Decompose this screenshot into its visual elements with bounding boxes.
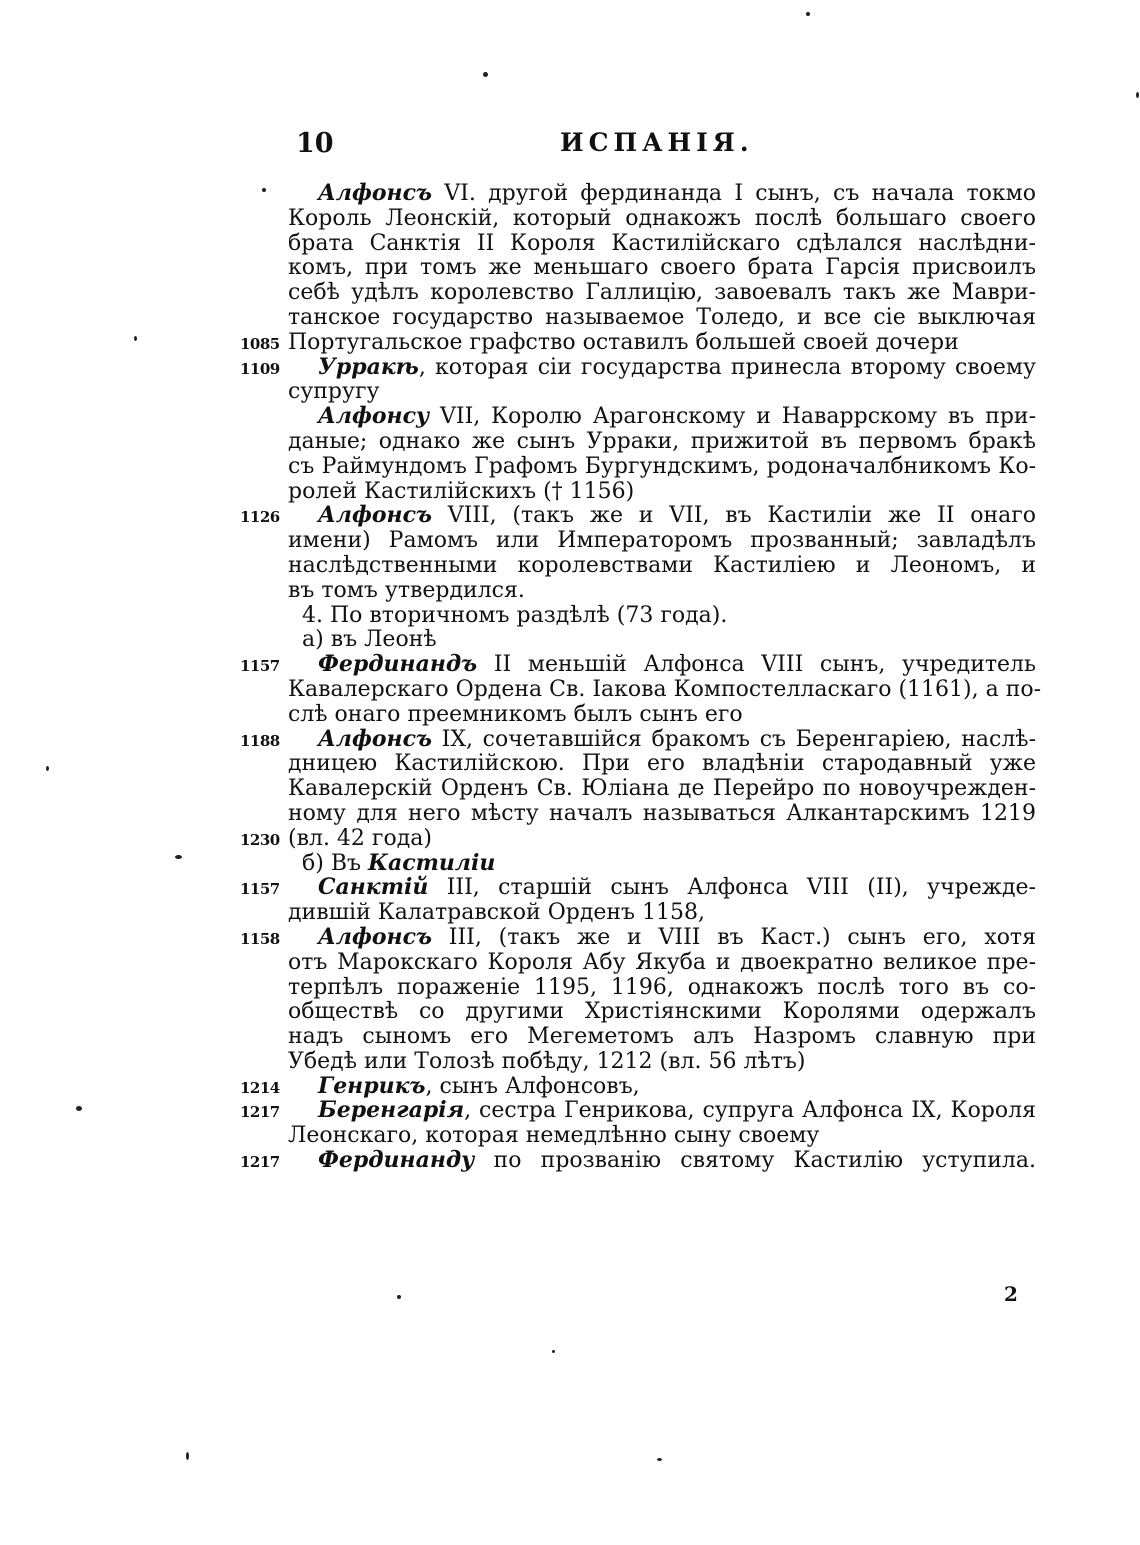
line-body: Леонскаго, которая немедлѣнно сыну своему [288,1123,820,1149]
section-name: Кастиліи [367,849,496,876]
line-body: Король Леонскій, который однакожъ послѣ большаго своего [288,205,1036,231]
line-body: дницею Кастилійскою. При его владѣніи стародавный уже [288,751,1036,777]
text-line [0,404,1140,429]
ruler-name: Генрикъ [318,1072,426,1099]
line-body: III, старшій сынъ Алфонса VIII (II), учрежде- [428,875,1036,901]
text-line [0,355,1140,380]
text-line [0,900,1140,925]
line-body: имени) Рамомъ или Императоромъ прозванный; завладѣлъ [288,528,1036,554]
text-line [0,454,1140,479]
text-line [0,1098,1140,1123]
ruler-name: Беренгарія [318,1097,465,1124]
margin-year: 1157 [240,657,280,676]
line-text [318,1098,1036,1124]
text-line [0,181,1140,206]
ruler-name: Алфонсъ [318,725,432,752]
line-body: II меньшій Алфонса VIII сынъ, учредитель [477,652,1036,678]
text-line [0,379,1140,404]
line-text [302,627,1050,653]
scan-speck [552,1350,555,1353]
scan-speck [397,1295,401,1299]
margin-year: 1188 [240,731,280,750]
scan-speck [134,336,137,341]
scan-speck [1136,92,1139,98]
line-body: а) въ Леонѣ [302,627,437,653]
text-line [0,801,1140,826]
line-body: даные; однако же сынъ Урраки, прижитой въ первомъ бракѣ [288,428,1036,454]
line-text [288,528,1036,554]
line-text [288,429,1036,455]
line-text [288,330,1036,356]
text-line [0,206,1140,231]
text-line [0,1049,1140,1074]
text-line [0,999,1140,1024]
ruler-name: Урракѣ [318,353,419,380]
line-body: супругу [288,379,380,405]
text-line [0,950,1140,975]
chronicle-text [0,181,1140,1173]
line-text [288,676,1042,703]
line-body: VIII, (такъ же и VII, въ Кастиліи же II онаго [431,503,1036,529]
page-header [0,128,1140,168]
scan-speck [657,1458,662,1461]
ruler-name: Алфонсъ [318,923,432,950]
line-body: Кавалерскій Орденъ Св. Юліана де Перейро по новоучрежден- [288,776,1036,802]
line-text [288,826,1036,852]
line-body: ролей Кастилійскихъ († 1156) [288,478,635,504]
scan-speck [76,1106,82,1111]
margin-year: 1217 [240,1153,280,1172]
line-text [288,801,1036,827]
text-line [0,603,1140,628]
text-line [0,305,1140,330]
line-body: отъ Марокскаго Короля Абу Якуба и двоекратно великое пре- [288,949,1036,975]
line-body: съ Раймундомъ Графомъ Бургундскимъ, родоначалбникомъ Ко- [288,453,1036,479]
line-text [288,255,1036,281]
text-line [0,1148,1140,1173]
line-body: 4. По вторичномъ раздѣлѣ (73 года). [302,602,728,628]
line-text [288,379,1036,405]
line-body: Убедѣ или Толозѣ побѣду, 1212 (вл. 56 лѣтъ) [288,1048,806,1074]
line-text [288,999,1036,1025]
signature-mark: 2 [1004,1282,1018,1306]
text-line [0,330,1140,355]
text-line [0,429,1140,454]
line-text [302,603,1050,629]
line-body: VI. другой фердинанда I сынъ, съ начала токмо [431,181,1036,206]
ruler-name: Алфонсъ [318,502,432,529]
margin-year: 1157 [240,880,280,899]
line-text [318,875,1036,901]
margin-year: 1126 [240,508,280,527]
text-line [0,627,1140,652]
line-text [318,652,1036,678]
margin-year: 1085 [240,334,280,353]
text-line [0,528,1140,553]
text-line [0,1123,1140,1148]
line-text [318,181,1036,207]
line-text [288,1024,1036,1050]
margin-year: 1214 [240,1078,280,1097]
scan-speck [186,1452,189,1460]
text-line [0,553,1140,578]
text-line [0,826,1140,851]
text-line [0,503,1140,528]
line-body: Португальское графство оставилъ большей своей дочери [288,329,959,355]
line-body: (вл. 42 года) [288,825,432,851]
line-body: надъ сыномъ его Мегеметомъ алъ Назромъ славную при [288,1024,1036,1050]
line-body: , сынъ Алфонсовъ, [425,1073,640,1099]
line-text [288,975,1036,1001]
text-line [0,280,1140,305]
line-text [318,925,1036,951]
ruler-name: Алфонсъ [318,180,432,206]
text-line [0,652,1140,677]
scan-speck [262,188,266,192]
line-body: брата Санктія II Короля Кастилійскаго сдѣлался наслѣдни- [288,230,1036,256]
line-body: въ томъ утвердился. [288,577,525,603]
ruler-name: Фердинанду [318,1147,475,1174]
line-text [288,231,1036,257]
ruler-name: Санктій [318,874,429,901]
text-line [0,479,1140,504]
line-body: дившій Калатравской Орденъ 1158, [288,900,706,926]
scan-speck [175,855,182,859]
line-text [318,404,1036,430]
line-text [288,900,1036,926]
line-body: Кавалерскаго Ордена Св. Іакова Компостелласкаго (1161), а по- [288,676,1042,702]
text-line [0,975,1140,1000]
text-line [0,751,1140,776]
line-text [318,1074,1036,1100]
text-line [0,255,1140,280]
line-text [288,1049,1036,1075]
line-text [288,578,1036,604]
line-body: , которая сіи государства принесла второму своему [418,354,1036,380]
line-text [288,553,1036,579]
text-line [0,851,1140,876]
text-line [0,702,1140,727]
line-body: себѣ удѣлъ королевство Галлицію, завоевалъ такъ же Маври- [288,280,1036,306]
text-line [0,776,1140,801]
line-body: слѣ онаго преемникомъ былъ сынъ его [288,701,743,727]
page-number: 10 [296,128,334,159]
margin-year: 1217 [240,1103,280,1122]
line-text [288,206,1036,232]
line-text [288,1123,1036,1149]
line-body: наслѣдственными королевствами Кастиліею и Леономъ, и [288,552,1036,578]
line-text [318,1148,1036,1174]
text-line [0,231,1140,256]
line-text [288,305,1036,331]
line-text [318,727,1036,753]
margin-year: 1230 [240,830,280,849]
line-body: терпѣлъ пораженіе 1195, 1196, однакожъ послѣ того въ со- [288,974,1036,1000]
line-body: ному для него мѣсту началъ называться Алкантарскимъ 1219 [288,800,1036,826]
line-text [318,503,1036,529]
text-line [0,1074,1140,1099]
text-line [0,925,1140,950]
ruler-name: Алфонсу [318,403,430,430]
line-body: VII, Королю Арагонскому и Наваррскому въ при- [429,404,1036,430]
line-text [288,702,1036,728]
line-text [302,851,1050,877]
line-body: обществѣ со другими Христіянскими Королями одержалъ [288,999,1036,1025]
line-text [288,479,1036,505]
text-line [0,875,1140,900]
margin-year: 1109 [240,359,280,378]
line-text [288,950,1036,976]
line-text [288,280,1036,306]
scan-speck [46,766,49,771]
line-text [318,355,1036,381]
line-body: танское государство называемое Толедо, и все сіе выключая [288,304,1036,330]
line-body: III, (такъ же и VIII въ Каст.) сынъ его, хотя [431,924,1036,950]
line-body: б) Въ [302,850,368,876]
text-line [0,1024,1140,1049]
scan-speck [483,72,488,77]
line-text [288,776,1036,802]
text-line [0,727,1140,752]
line-body: IX, сочетавшійся бракомъ съ Беренгаріею, наслѣ- [431,726,1036,752]
scan-speck [806,12,810,16]
margin-year: 1158 [240,929,280,948]
text-line [0,578,1140,603]
line-text [288,751,1036,777]
line-body: комъ, при томъ же меньшаго своего брата Гарсія присвоилъ [288,255,1036,281]
text-line [0,677,1140,702]
ruler-name: Фердинандъ [318,651,478,678]
line-body: по прозванію святому Кастилію уступила. [474,1148,1036,1174]
line-text [288,454,1036,480]
line-body: , сестра Генрикова, супруга Алфонса IX, Короля [464,1098,1036,1124]
running-title: ИСПАНІЯ. [560,128,754,157]
